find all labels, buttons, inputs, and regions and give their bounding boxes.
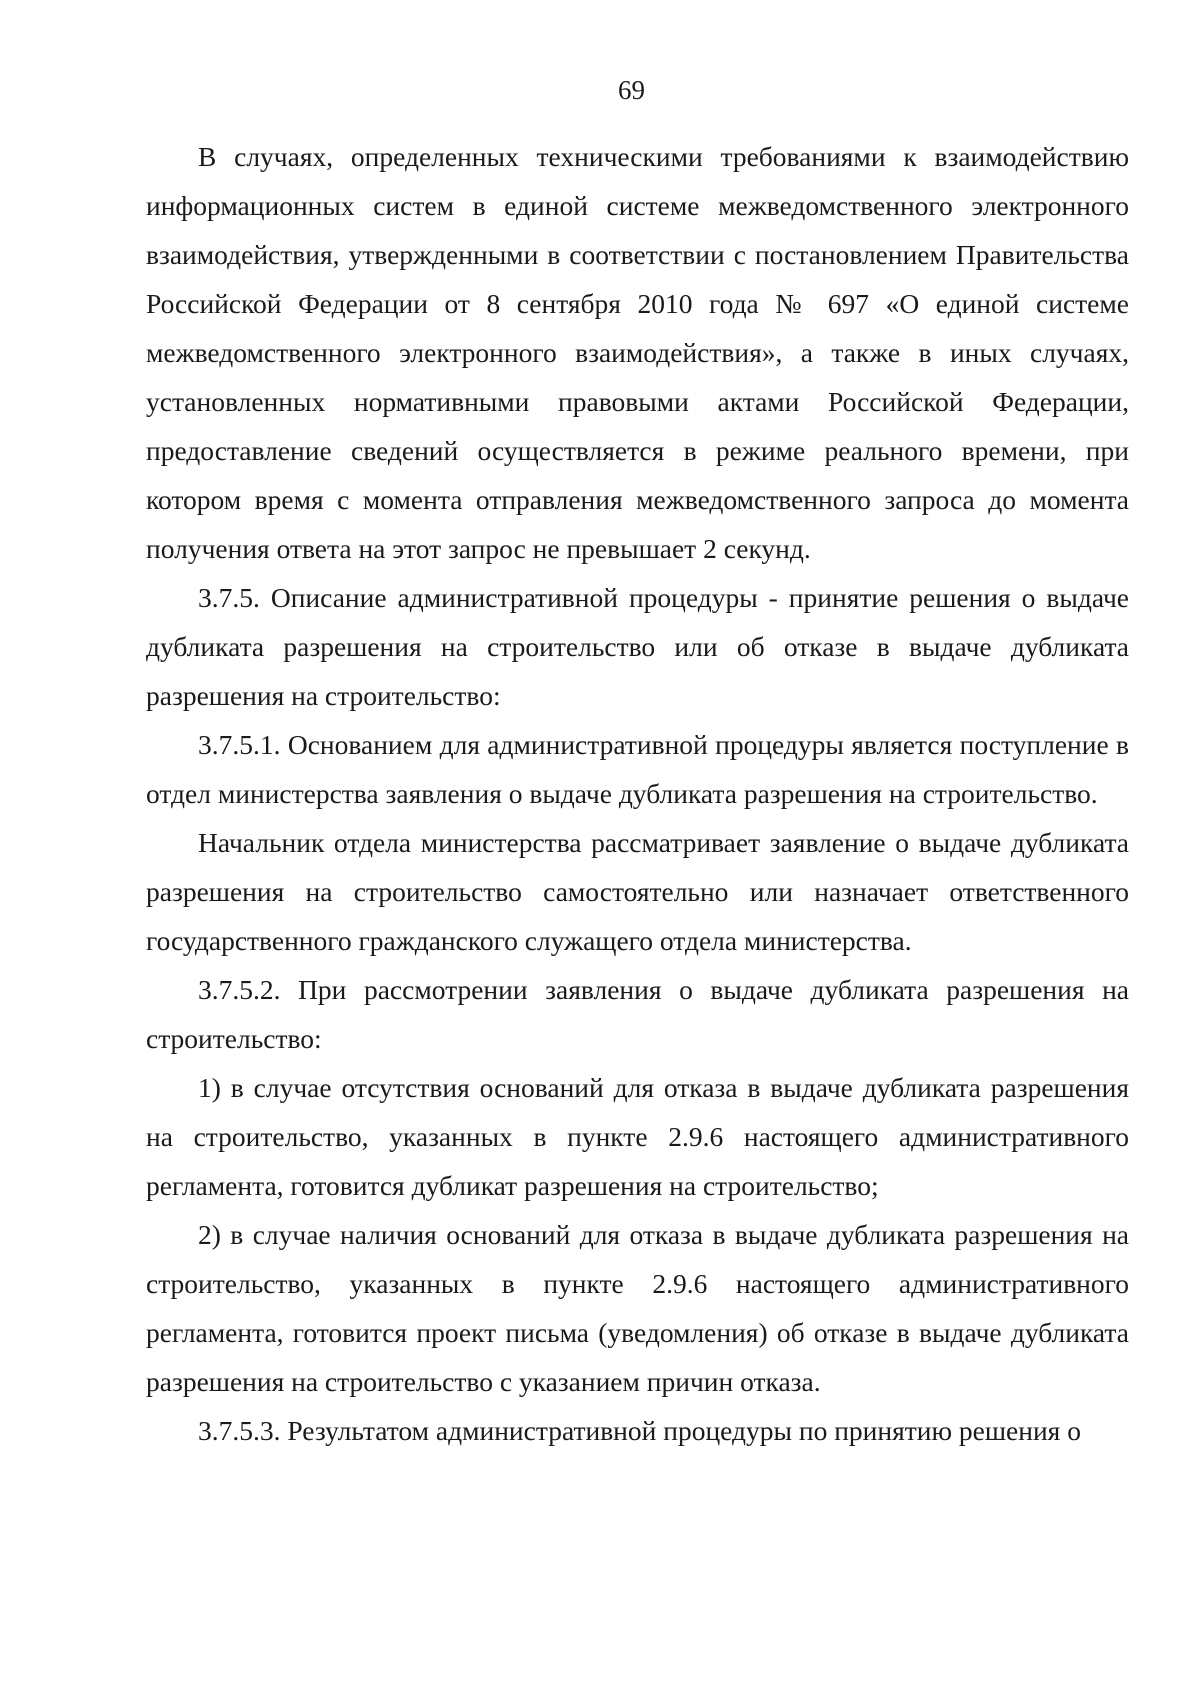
paragraph-3-7-5-3: 3.7.5.3. Результатом административной процедуры по принятию решения о	[198, 1415, 1081, 1446]
paragraph-3-7-5-1: 3.7.5.1. Основанием для административной процедуры является поступление в отдел министерства заявления о выдаче дубликата разрешения на строительство.	[146, 729, 1129, 809]
paragraph-item-2: 2) в случае наличия оснований для отказа в выдаче дубликата разрешения на строительство, указанных в пункте 2.9.6 настоящего административного регламента, готовится проект письма (уведомления) об отказе в выдаче дубликата разрешения на строительство с указанием причин отказа.	[146, 1219, 1129, 1397]
paragraph-3-7-5: 3.7.5. Описание административной процедуры - принятие решения о выдаче дубликата разрешения на строительство или об отказе в выдаче дубликата разрешения на строительство:	[146, 582, 1129, 711]
paragraph-interagency-realtime: В случаях, определенных техническими требованиями к взаимодействию информационных систем в единой системе межведомственного электронного взаимодействия, утвержденными в соответствии с постановлением Правительства Российской Федерации от 8 сентября 2010 года № 697 «О единой системе межведомственного электронного взаимодействия», а также в иных случаях, установленных нормативными правовыми актами Российской Федерации, предоставление сведений осуществляется в режиме реального времени, при котором время с момента отправления межведомственного запроса до момента получения ответа на этот запрос не превышает 2 секунд.	[146, 141, 1129, 564]
page-number: 69	[618, 75, 645, 105]
document-body	[146, 132, 1129, 1455]
paragraph-department-head: Начальник отдела министерства рассматривает заявление о выдаче дубликата разрешения на строительство самостоятельно или назначает ответственного государственного гражданского служащего отдела министерства.	[146, 827, 1129, 956]
paragraph-3-7-5-2: 3.7.5.2. При рассмотрении заявления о выдаче дубликата разрешения на строительство:	[146, 974, 1129, 1054]
paragraph-item-1: 1) в случае отсутствия оснований для отказа в выдаче дубликата разрешения на строительство, указанных в пункте 2.9.6 настоящего административного регламента, готовится дубликат разрешения на строительство;	[146, 1072, 1129, 1201]
